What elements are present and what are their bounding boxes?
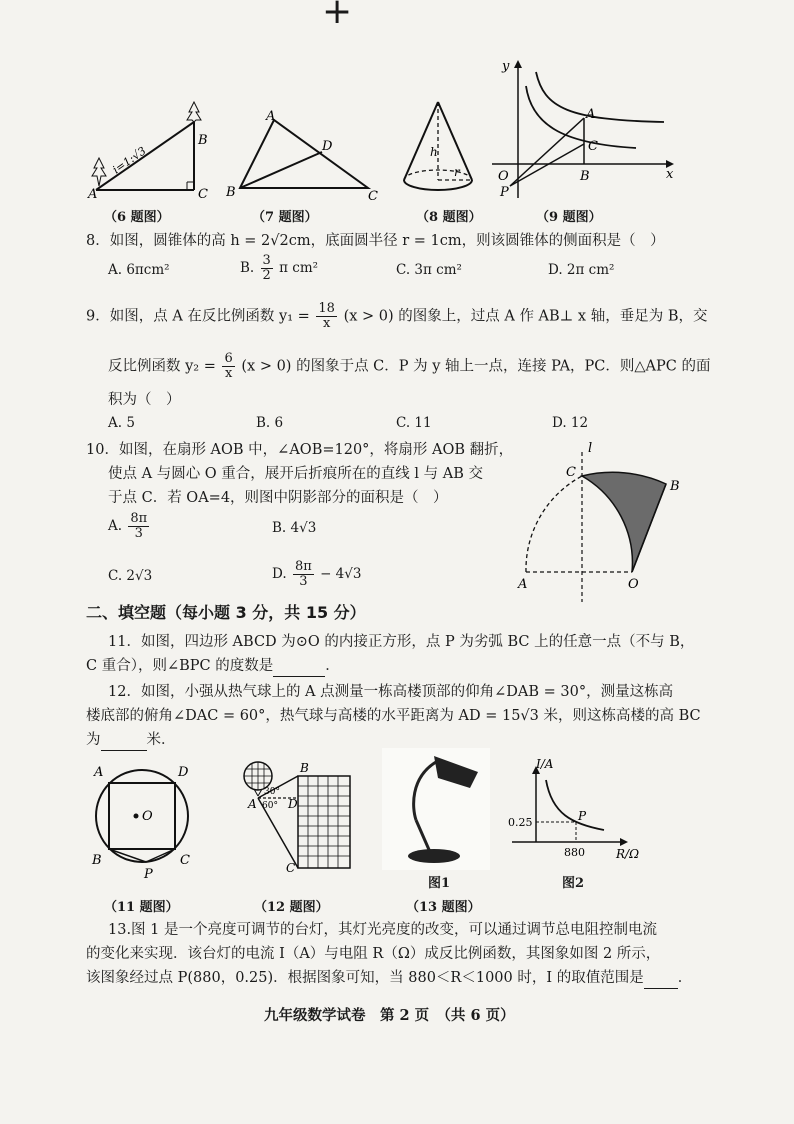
fig7-label-D: D — [322, 139, 333, 154]
fig13-2-curve — [546, 780, 604, 830]
q9-line2-end: (x > 0) 的图象于点 C．P 为 y 轴上一点，连接 PA，PC．则△APC 的面 — [241, 358, 711, 375]
q12-answer-blank[interactable] — [101, 730, 147, 751]
fig12-label-B: B — [300, 761, 309, 775]
figure-7-caption: （7 题图） — [252, 210, 318, 225]
figure-8-cone-diagram — [398, 98, 478, 202]
fig10-label-B: B — [670, 479, 680, 494]
q8-choice-B-suffix: π cm² — [279, 260, 319, 276]
fig11-label-B: B — [92, 853, 102, 868]
q10-choice-A — [108, 512, 151, 541]
figure-13-2-current-resistance-graph — [506, 756, 646, 864]
fig6-label-B: B — [198, 133, 208, 148]
fig13-2-label-880: 880 — [564, 846, 585, 859]
q9-line1-end: (x > 0) 的图象上，过点 A 作 AB⊥ x 轴，垂足为 B，交 — [343, 308, 708, 325]
figure-8-caption: （8 题图） — [416, 210, 482, 225]
q10-choice-D-numerator: 8π — [294, 559, 312, 574]
question-13-line-1: 13.图 1 是一个亮度可调节的台灯，其灯光亮度的改变，可以通过调节总电阻控制电流 — [108, 922, 658, 938]
fig6-label-A: A — [88, 187, 98, 200]
fig9-label-P: P — [500, 185, 509, 200]
fig9-label-C: C — [588, 139, 598, 154]
fig10-dashed-arc — [526, 476, 582, 572]
fig13-2-label-IA: I/A — [536, 757, 554, 771]
fig6-slope-label: i=1:√3 — [110, 144, 149, 177]
q8-choice-B-fraction — [261, 254, 273, 283]
question-9-line-2 — [108, 352, 711, 381]
q13-line3-end: ． — [677, 970, 693, 986]
fig10-label-O: O — [628, 577, 639, 592]
fig9-label-A: A — [586, 107, 596, 122]
fig12-angle-30: 30° — [264, 787, 280, 797]
q11-line2-end: ． — [325, 658, 340, 674]
page-footer: 九年级数学试卷 第 2 页 （共 6 页） — [264, 1007, 515, 1024]
q10-choice-C: C. 2√3 — [108, 568, 153, 584]
figure-12-balloon-building-diagram — [236, 756, 360, 878]
fig12-label-A: A — [248, 797, 257, 811]
fig7-triangle — [240, 120, 368, 188]
q10-choice-D-fraction — [293, 560, 314, 589]
q13-line3-text: 该图象经过点 P(880，0.25)．根据图象可知，当 880＜R＜1000 时，I 的取值范围是 — [86, 970, 644, 986]
figure-9-caption: （9 题图） — [536, 210, 602, 225]
question-10-line-1: 10．如图，在扇形 AOB 中，∠AOB=120°，将扇形 AOB 翻折， — [86, 442, 514, 458]
fig7-segment-BD — [240, 152, 322, 188]
fig11-label-O: O — [142, 809, 153, 824]
fig8-cone-left-edge — [404, 102, 438, 180]
fig13-2-label-P: P — [578, 809, 587, 823]
question-9-line-3: 积为（ ） — [108, 392, 181, 408]
q9-choice-D: D. 12 — [552, 415, 589, 431]
q9-fraction-18-denominator: x — [323, 316, 331, 331]
fig7-label-C: C — [368, 189, 378, 204]
fig9-segment-PC — [510, 144, 584, 186]
q9-choice-A: A. 5 — [108, 415, 135, 431]
figure-10-sector-diagram — [506, 438, 696, 606]
q9-fraction-6-over-x — [222, 352, 234, 381]
q8-choice-B — [240, 254, 318, 283]
fig6-right-angle-mark — [187, 182, 194, 190]
fig10-label-A: A — [518, 577, 528, 592]
fig6-tree-icon — [187, 102, 201, 122]
fig11-label-A: A — [94, 765, 104, 780]
q8-choice-D: D. 2π cm² — [548, 262, 615, 278]
fig7-label-B: B — [226, 185, 236, 200]
q9-fraction-18-numerator: 18 — [318, 301, 335, 316]
fig9-label-O: O — [498, 169, 509, 184]
fig9-label-y: y — [502, 59, 510, 74]
fig9-label-B: B — [580, 169, 590, 184]
section-2-heading: 二、填空题（每小题 3 分，共 15 分） — [86, 603, 366, 622]
fig8-label-r: r — [454, 165, 460, 179]
figure-6-caption: （6 题图） — [104, 210, 170, 225]
fig8-label-h: h — [430, 145, 438, 159]
q11-line2-text: C 重合），则∠BPC 的度数是 — [86, 658, 274, 674]
q9-choice-B: B. 6 — [256, 415, 284, 431]
fig13-1-lamp-base — [408, 849, 460, 863]
q10-choice-A-prefix: A. — [108, 518, 123, 534]
q8-choice-B-numerator: 3 — [262, 253, 271, 268]
figure-12-caption: （12 题图） — [254, 900, 329, 915]
q10-choice-D-prefix: D. — [272, 566, 287, 582]
fig10-label-C: C — [566, 465, 576, 480]
q12-line3-end: 米． — [146, 732, 176, 748]
question-12-line-2: 楼底部的俯角∠DAC = 60°，热气球与高楼的水平距离为 AD = 15√3 米，则这栋高楼的高 BC — [86, 708, 701, 724]
question-9-line-1 — [86, 302, 707, 331]
figure-11-caption: （11 题图） — [104, 900, 179, 915]
fig11-segment-CP — [146, 849, 175, 862]
question-8-text: 8．如图，圆锥体的高 h = 2√2cm，底面圆半径 r = 1cm，则该圆锥体的侧面积是（ ） — [86, 233, 665, 249]
figure-13-2-caption: 图2 — [562, 876, 585, 891]
q10-choice-A-numerator: 8π — [130, 511, 148, 526]
fig12-angle-60: 60° — [262, 801, 278, 811]
q10-choice-D-suffix: − 4√3 — [320, 566, 362, 582]
fig9-segment-PA — [510, 118, 584, 186]
q12-line3-start: 为 — [86, 732, 101, 748]
question-10-line-3: 于点 C．若 OA=4，则图中阴影部分的面积是（ ） — [108, 490, 448, 506]
fig9-curve-y2 — [526, 86, 636, 148]
question-11-line-2 — [86, 656, 340, 677]
fig9-curve-y1 — [536, 72, 664, 122]
q9-line2-start: 反比例函数 y₂ = — [108, 358, 216, 375]
q8-choice-A: A. 6πcm² — [108, 262, 170, 278]
fig13-2-x-axis-arrow — [620, 838, 628, 846]
registration-mark: + — [322, 0, 353, 32]
fig12-label-D: D — [288, 797, 298, 811]
question-13-line-3 — [86, 968, 692, 989]
fig10-label-l: l — [588, 441, 593, 456]
question-10-line-2: 使点 A 与圆心 O 重合，展开后折痕所在的直线 l 与 AB 交 — [108, 466, 483, 482]
fig9-label-x: x — [666, 167, 674, 182]
q8-choice-C: C. 3π cm² — [396, 262, 462, 278]
q10-choice-B: B. 4√3 — [272, 520, 317, 536]
question-13-line-2: 的变化来实现．该台灯的电流 I（A）与电阻 R（Ω）成反比例函数，其图象如图 2 所示， — [86, 946, 661, 962]
q9-fraction-6-denominator: x — [224, 366, 233, 381]
q10-choice-A-denominator: 3 — [134, 526, 143, 541]
q9-fraction-18-over-x — [316, 302, 337, 331]
fig6-tree-icon — [92, 158, 106, 186]
fig11-label-P: P — [144, 867, 153, 880]
question-12-line-3 — [86, 730, 176, 751]
fig12-label-C: C — [286, 861, 296, 875]
q9-fraction-6-numerator: 6 — [224, 351, 233, 366]
q9-choice-C: C. 11 — [396, 415, 432, 431]
q13-answer-blank[interactable] — [644, 968, 678, 989]
figure-13-1-desk-lamp-photo — [382, 748, 490, 870]
fig7-label-A: A — [266, 109, 276, 124]
fig6-label-C: C — [198, 187, 208, 200]
figure-13-caption: （13 题图） — [406, 900, 481, 915]
figure-6-slope-diagram — [86, 100, 216, 200]
q8-choice-B-denominator: 2 — [262, 268, 271, 283]
figure-9-inverse-function-graph — [488, 58, 680, 202]
fig11-label-D: D — [178, 765, 189, 780]
fig11-center-dot — [134, 814, 139, 819]
fig9-y-axis-arrow — [514, 60, 522, 68]
fig12-building — [298, 776, 350, 868]
fig13-2-label-025: 0.25 — [508, 816, 533, 829]
q9-line1-start: 9．如图，点 A 在反比例函数 y₁ = — [86, 308, 310, 325]
figure-11-circle-square-diagram — [84, 760, 200, 880]
question-12-line-1: 12．如图，小强从热气球上的 A 点测量一栋高楼顶部的仰角∠DAB = 30°，测量这栋高 — [108, 684, 674, 700]
fig10-shaded-region — [582, 472, 666, 572]
q11-answer-blank[interactable] — [273, 656, 325, 677]
q10-choice-D-denominator: 3 — [299, 574, 308, 589]
question-11-line-1: 11．如图，四边形 ABCD 为⊙O 的内接正方形，点 P 为劣弧 BC 上的任意一点（不与 B， — [108, 634, 695, 650]
fig12-building-grid — [298, 776, 350, 868]
fig11-label-C: C — [180, 853, 190, 868]
fig8-base-front-arc — [404, 180, 472, 190]
figure-13-1-caption: 图1 — [428, 876, 451, 891]
figure-7-triangle-diagram — [226, 108, 386, 206]
q10-choice-A-fraction — [128, 512, 149, 541]
q10-choice-D — [272, 560, 361, 589]
q8-choice-B-prefix: B. — [240, 260, 255, 276]
fig13-2-label-RO: R/Ω — [616, 847, 640, 861]
